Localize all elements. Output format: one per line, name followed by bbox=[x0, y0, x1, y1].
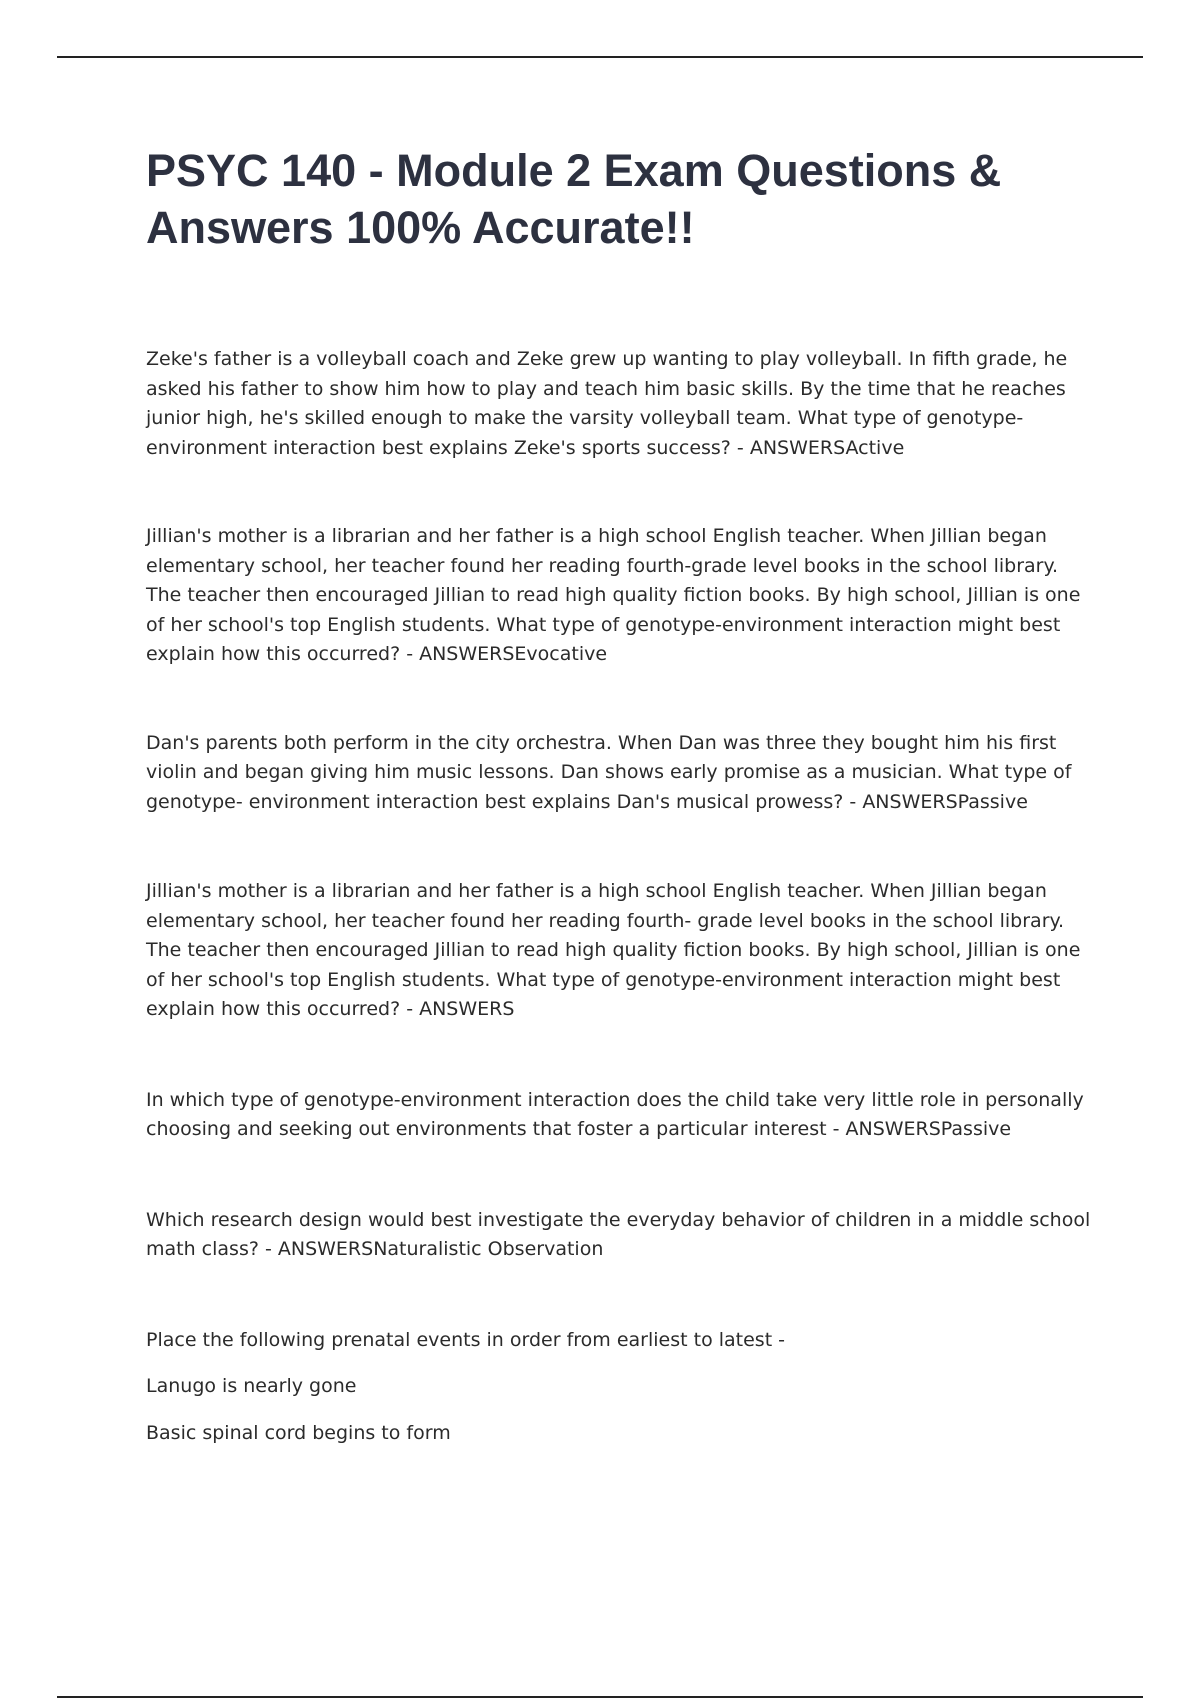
document-title: PSYC 140 - Module 2 Exam Questions & Answers 100% Accurate!! bbox=[146, 145, 1002, 253]
document-body bbox=[146, 345, 1096, 1465]
qa-item-3: Dan's parents both perform in the city orchestra. When Dan was three they bought him his first violin and began giving him music lessons. Dan shows early promise as a musician. What type of genotype- environment interaction best explains Dan's musical prowess? - ANSWERSPassive bbox=[146, 731, 1072, 813]
bottom-rule bbox=[57, 1696, 1143, 1698]
prenatal-event-1: Lanugo is nearly gone bbox=[146, 1375, 357, 1397]
qa-item-4: Jillian's mother is a librarian and her father is a high school English teacher. When Jillian began elementary school, her teacher found her reading fourth- grade level books in the school library. The teacher then encouraged Jillian to read high quality fiction books. By high school, Jillian is one of her school's top English students. What type of genotype-environment interaction might best explain how this occurred? - ANSWERS bbox=[146, 880, 1081, 1020]
prenatal-event-2: Basic spinal cord begins to form bbox=[146, 1421, 451, 1444]
top-rule bbox=[57, 56, 1143, 58]
qa-item-5: In which type of genotype-environment interaction does the child take very little role in personally choosing and seeking out environments that foster a particular interest - ANSWERSPassive bbox=[146, 1088, 1084, 1140]
qa-item-1: Zeke's father is a volleyball coach and Zeke grew up wanting to play volleyball. In fifth grade, he asked his father to show him how to play and teach him basic skills. By the time that he reaches junior high, he's skilled enough to make the varsity volleyball team. What type of genotype- environment interaction best explains Zeke's sports success? - ANSWERSActive bbox=[146, 348, 1068, 459]
qa-item-7: Place the following prenatal events in order from earliest to latest - bbox=[146, 1328, 786, 1351]
qa-item-2: Jillian's mother is a librarian and her father is a high school English teacher. When Jillian began elementary school, her teacher found her reading fourth-grade level books in the school library. The teacher then encouraged Jillian to read high quality fiction books. By high school, Jillian is one of her school's top English students. What type of genotype-environment interaction might best explain how this occurred? - ANSWERSEvocative bbox=[146, 525, 1081, 665]
qa-item-6: Which research design would best investigate the everyday behavior of children in a middle school math class? - ANSWERSNaturalistic Observation bbox=[146, 1208, 1091, 1260]
